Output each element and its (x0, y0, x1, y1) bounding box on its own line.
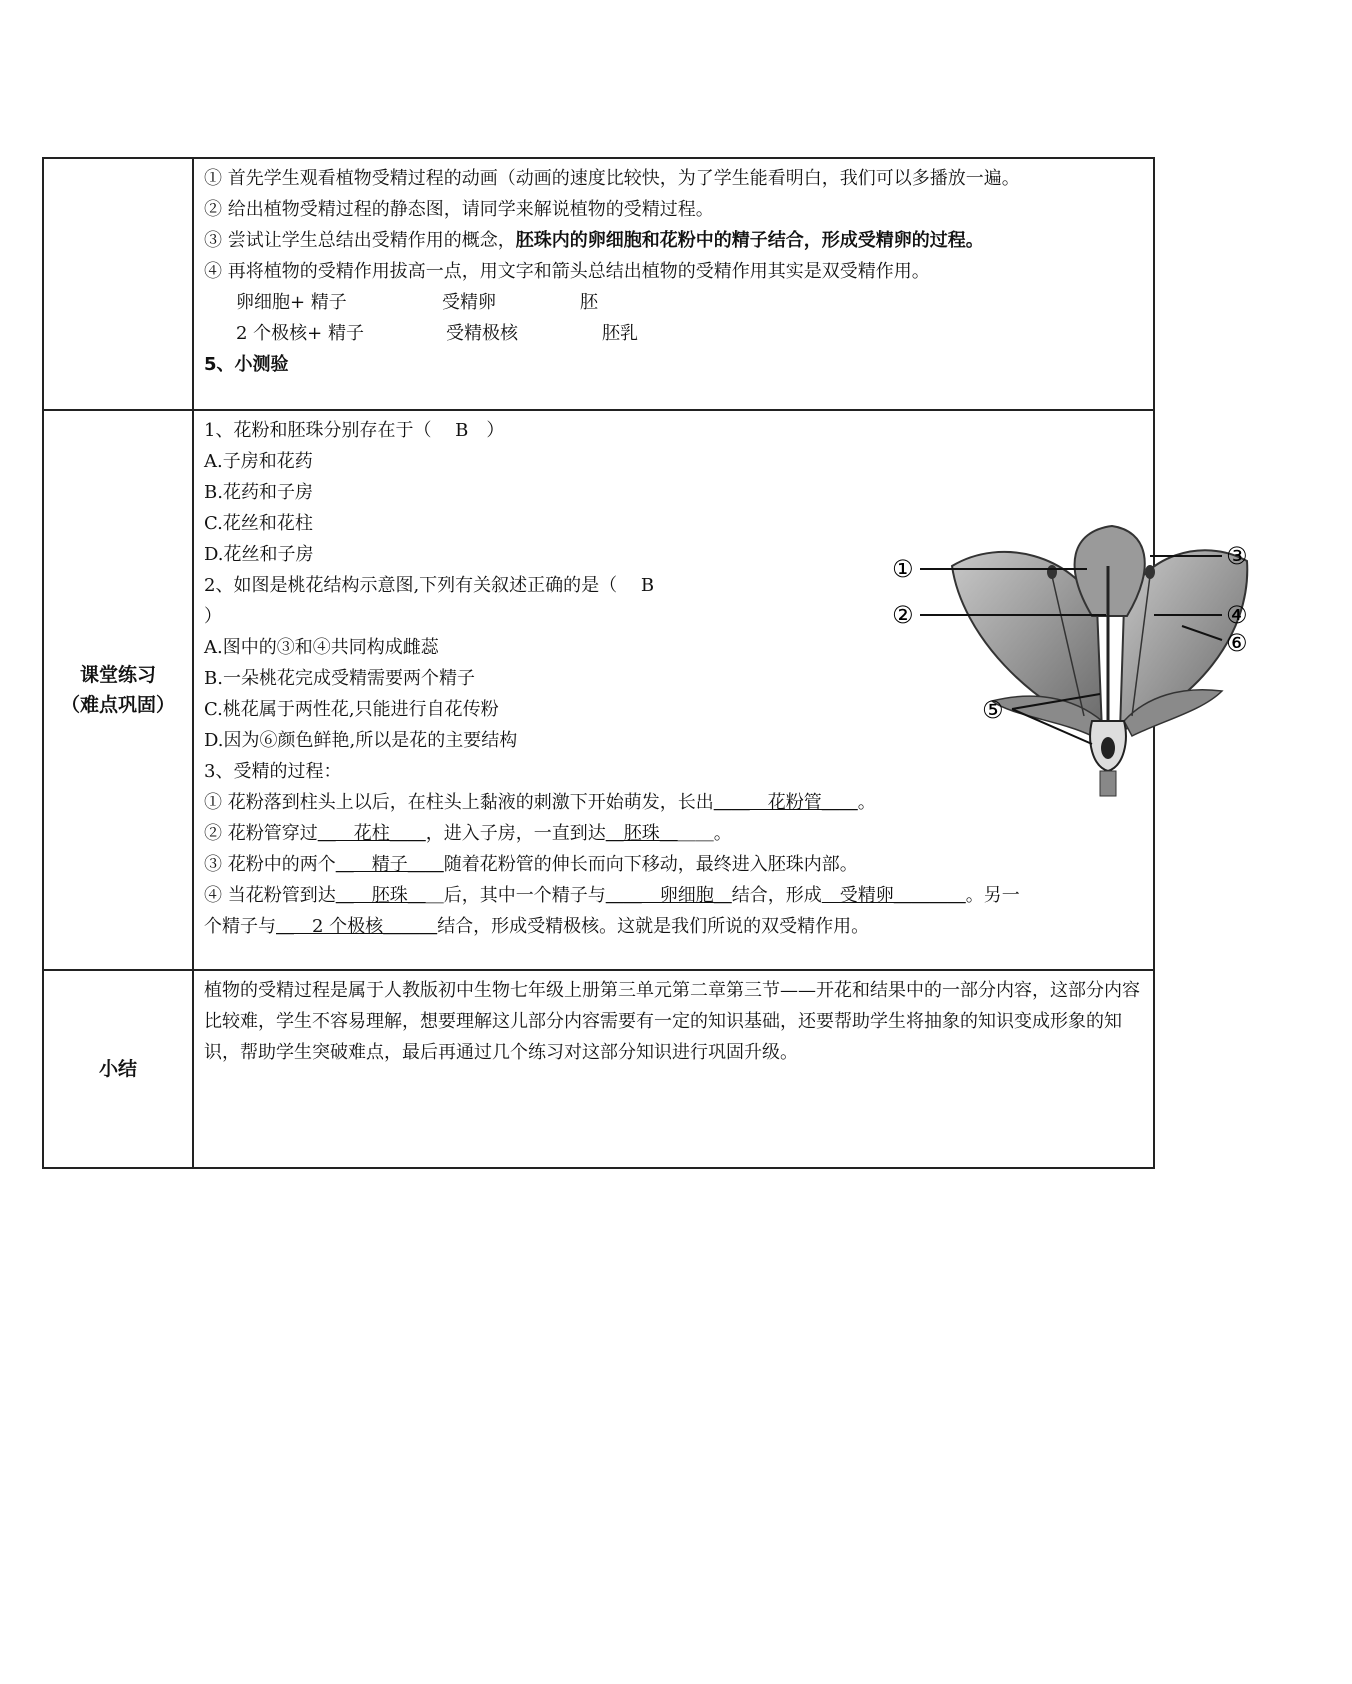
concept-intro: ③ 尝试让学生总结出受精作用的概念， (204, 230, 516, 251)
figure-label-5: ⑤ (982, 696, 1004, 724)
answer-ovule: ＿胚珠＿ (605, 823, 678, 844)
process-line-1: ① 首先学生观看植物受精过程的动画（动画的速度比较快，为了学生能看明白，我们可以多播放一遍。 (204, 168, 1020, 189)
q2-option-a: A.图中的③和④共同构成雌蕊 (204, 637, 439, 658)
answer-sperm: ＿ 精子＿＿ (335, 854, 444, 875)
equation-2-term: 2 个极核+ 精子 (236, 323, 364, 344)
figure-label-4: ④ (1226, 601, 1248, 629)
equation-1-result: 胚 (580, 292, 598, 313)
answer-polar-nuclei: ＿ 2 个极核＿＿＿ (276, 916, 438, 937)
q1-option-a: A.子房和花药 (204, 451, 313, 472)
equation-1-product: 受精卵 (442, 292, 496, 313)
answer-egg-cell: ＿＿ 卵细胞＿ (605, 885, 732, 906)
figure-label-6: ⑥ (1226, 629, 1248, 657)
equation-2-result: 胚乳 (602, 323, 638, 344)
q2-option-d: D.因为⑥颜色鲜艳,所以是花的主要结构 (204, 730, 518, 751)
q3-l1-end: 。 (857, 792, 876, 813)
q3-l3-text: ③ 花粉中的两个 (204, 854, 336, 875)
fertilization-concept: 胚珠内的卵细胞和花粉中的精子结合，形成受精卵的过程。 (515, 230, 984, 251)
process-content (193, 158, 1154, 410)
q3-l2-text: ② 花粉管穿过 (204, 823, 318, 844)
equation-2-product: 受精极核 (446, 323, 518, 344)
q1-option-c: C.花丝和花柱 (204, 513, 313, 534)
lesson-table (42, 157, 1248, 1169)
flower-stalk (1100, 771, 1116, 796)
answer-style: ＿ 花柱＿＿ (317, 823, 426, 844)
q3-line-4 (204, 880, 1145, 911)
summary-row (43, 970, 1154, 1168)
figure-label-2: ② (892, 601, 914, 629)
q3-l5-end: 结合，形成受精极核。这就是我们所说的双受精作用。 (437, 916, 870, 937)
q2-option-b: B.一朵桃花完成受精需要两个精子 (204, 668, 475, 689)
q3-l1-text: ① 花粉落到柱头上以后，在柱头上黏液的刺激下开始萌发，长出 (204, 792, 714, 813)
q3-l4-text: ④ 当花粉管到达 (204, 885, 336, 906)
answer-ovule-2: ＿ 胚珠＿ (335, 885, 426, 906)
process-line-4: ④ 再将植物的受精作用拔高一点，用文字和箭头总结出植物的受精作用其实是双受精作用。 (204, 261, 930, 282)
q3-line-3 (204, 849, 1145, 880)
q2-stem: 2、如图是桃花结构示意图,下列有关叙述正确的是（ B (204, 575, 655, 596)
q3-line-5 (204, 911, 1145, 942)
q2-stem-end: ） (204, 606, 222, 627)
q3-l5-text: 个精子与 (204, 916, 276, 937)
process-label (43, 158, 193, 410)
equation-2 (204, 318, 1145, 349)
practice-row (43, 410, 1154, 970)
q3-l4-end: 。另一 (965, 885, 1020, 906)
figure-label-1: ① (892, 555, 914, 583)
q1-option-b: B.花药和子房 (204, 482, 313, 503)
figure-label-3: ③ (1226, 542, 1248, 570)
q1-option-d: D.花丝和子房 (204, 544, 314, 565)
process-line-3 (204, 225, 1145, 256)
answer-pollen-tube: ＿＿ 花粉管＿＿ (713, 792, 858, 813)
ovule (1101, 737, 1115, 759)
answer-zygote: 受精卵＿＿＿＿ (821, 885, 966, 906)
petal-back (1075, 526, 1145, 616)
q3-l2-end: ＿＿。 (677, 823, 732, 844)
practice-label-line-2: （难点巩固） (60, 694, 175, 716)
summary-label: 小结 (43, 970, 193, 1168)
practice-content (193, 410, 1248, 970)
equation-1-term: 卵细胞+ 精子 (236, 292, 347, 313)
q3-line-2 (204, 818, 1145, 849)
process-line-2: ② 给出植物受精过程的静态图，请同学来解说植物的受精过程。 (204, 199, 714, 220)
practice-label-line-1: 课堂练习 (79, 664, 156, 686)
anther-right (1145, 565, 1155, 579)
q1-stem: 1、花粉和胚珠分别存在于（ B ） (204, 420, 505, 441)
q3-l4-mid1: ＿后，其中一个精子与 (425, 885, 606, 906)
peach-flower-diagram (892, 526, 1352, 796)
q3-stem: 3、受精的过程： (204, 761, 342, 782)
summary-text: 植物的受精过程是属于人教版初中生物七年级上册第三单元第二章第三节——开花和结果中的一部分内容，这部分内容比较难，学生不容易理解，想要理解这儿部分内容需要有一定的知识基础，还要帮助学生将抽象的知识变成形象的知识，帮助学生突破难点，最后再通过几个练习对这部分知识进行巩固升级。 (193, 970, 1154, 1168)
process-row (43, 158, 1154, 410)
equation-1 (204, 287, 1145, 318)
anther-left (1047, 565, 1057, 579)
practice-label (43, 410, 193, 970)
q3-l2-mid: ，进入子房，一直到达 (425, 823, 606, 844)
q3-l3-end: 随着花粉管的伸长而向下移动，最终进入胚珠内部。 (443, 854, 858, 875)
q3-l4-mid2: 结合，形成 (731, 885, 822, 906)
q2-option-c: C.桃花属于两性花,只能进行自花传粉 (204, 699, 499, 720)
quiz-heading: 5、小测验 (204, 354, 289, 375)
